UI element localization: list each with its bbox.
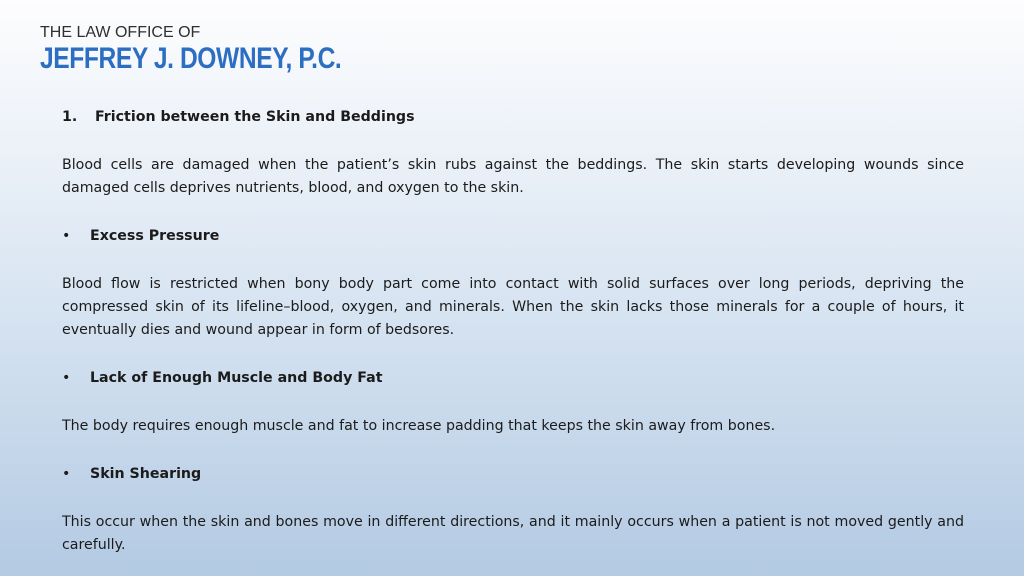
bullet-title: Skin Shearing <box>90 466 202 482</box>
slide-content <box>62 106 964 557</box>
section-title: Friction between the Skin and Beddings <box>95 109 415 125</box>
section-body-shearing: This occur when the skin and bones move in different directions, and it mainly occurs when a patient is not moved gently and carefully. <box>62 514 964 553</box>
law-office-logo <box>40 24 408 75</box>
section-body-pressure: Blood flow is restricted when bony body part come into contact with solid surfaces over long periods, depriving the compressed skin of its lifeline–blood, oxygen, and minerals. When the skin lacks those minerals for a couple of hours, it eventually dies and wound appear in form of bedsores. <box>62 276 964 338</box>
bullet-icon: • <box>62 466 71 482</box>
logo-firm-name: JEFFREY J. DOWNEY, P.C. <box>40 42 342 75</box>
bullet-heading-muscle <box>62 367 964 390</box>
section-body-muscle: The body requires enough muscle and fat to increase padding that keeps the skin away from bones. <box>62 418 776 434</box>
bullet-icon: • <box>62 370 71 386</box>
bullet-heading-pressure <box>62 225 964 248</box>
bullet-title: Excess Pressure <box>90 228 220 244</box>
section-number: 1. <box>62 109 78 125</box>
logo-tagline: THE LAW OFFICE OF <box>40 24 201 41</box>
section-body-friction: Blood cells are damaged when the patient’s skin rubs against the beddings. The skin starts developing wounds since damaged cells deprives nutrients, blood, and oxygen to the skin. <box>62 157 964 196</box>
bullet-heading-shearing <box>62 463 964 486</box>
bullet-title: Lack of Enough Muscle and Body Fat <box>90 370 383 386</box>
bullet-icon: • <box>62 228 71 244</box>
section-heading-friction <box>62 106 964 129</box>
